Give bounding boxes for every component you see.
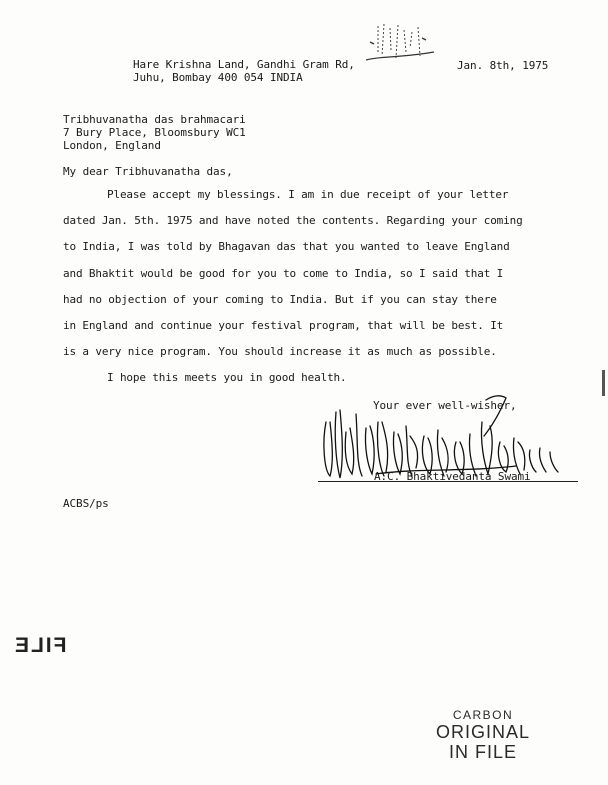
reference-initials: ACBS/ps — [63, 497, 109, 510]
carbon-original-stamp — [428, 708, 538, 762]
file-stamp-mirrored: FILE — [13, 634, 67, 657]
body-line: had no objection of your coming to India. But if you can stay there — [63, 292, 497, 306]
body-line: in England and continue your festival program, that will be best. It — [63, 318, 504, 332]
scan-edge-mark — [602, 370, 605, 396]
recipient-address — [63, 113, 246, 152]
sender-address-line2: Juhu, Bombay 400 054 INDIA — [133, 71, 303, 84]
letter-date: Jan. 8th, 1975 — [457, 59, 549, 72]
body-line: and Bhaktit would be good for you to come to India, so I said that I — [63, 266, 504, 280]
body-line: dated Jan. 5th. 1975 and have noted the contents. Regarding your coming — [63, 214, 523, 228]
stamp-scribble-mark — [360, 22, 440, 66]
sender-address — [133, 58, 355, 84]
letter-body — [63, 188, 523, 398]
carbon-stamp-line2: ORIGINAL — [435, 722, 531, 742]
recipient-street: 7 Bury Place, Bloomsbury WC1 — [63, 126, 246, 139]
carbon-stamp-line3: IN FILE — [448, 742, 517, 762]
recipient-city: London, England — [63, 139, 161, 152]
carbon-stamp-line1: CARBON — [452, 708, 514, 722]
body-line: I hope this meets you in good health. — [107, 371, 347, 385]
complimentary-close: Your ever well-wisher, — [373, 399, 517, 412]
signer-name: A.C. Bhaktivedanta Swami — [374, 470, 531, 483]
body-line: to India, I was told by Bhagavan das that you wanted to leave England — [63, 240, 510, 254]
body-line: is a very nice program. You should increase it as much as possible. — [63, 345, 497, 359]
recipient-name: Tribhuvanatha das brahmacari — [63, 113, 246, 126]
sender-address-line1: Hare Krishna Land, Gandhi Gram Rd, — [133, 58, 355, 71]
body-line: Please accept my blessings. I am in due receipt of your letter — [107, 188, 509, 201]
salutation: My dear Tribhuvanatha das, — [63, 165, 233, 178]
